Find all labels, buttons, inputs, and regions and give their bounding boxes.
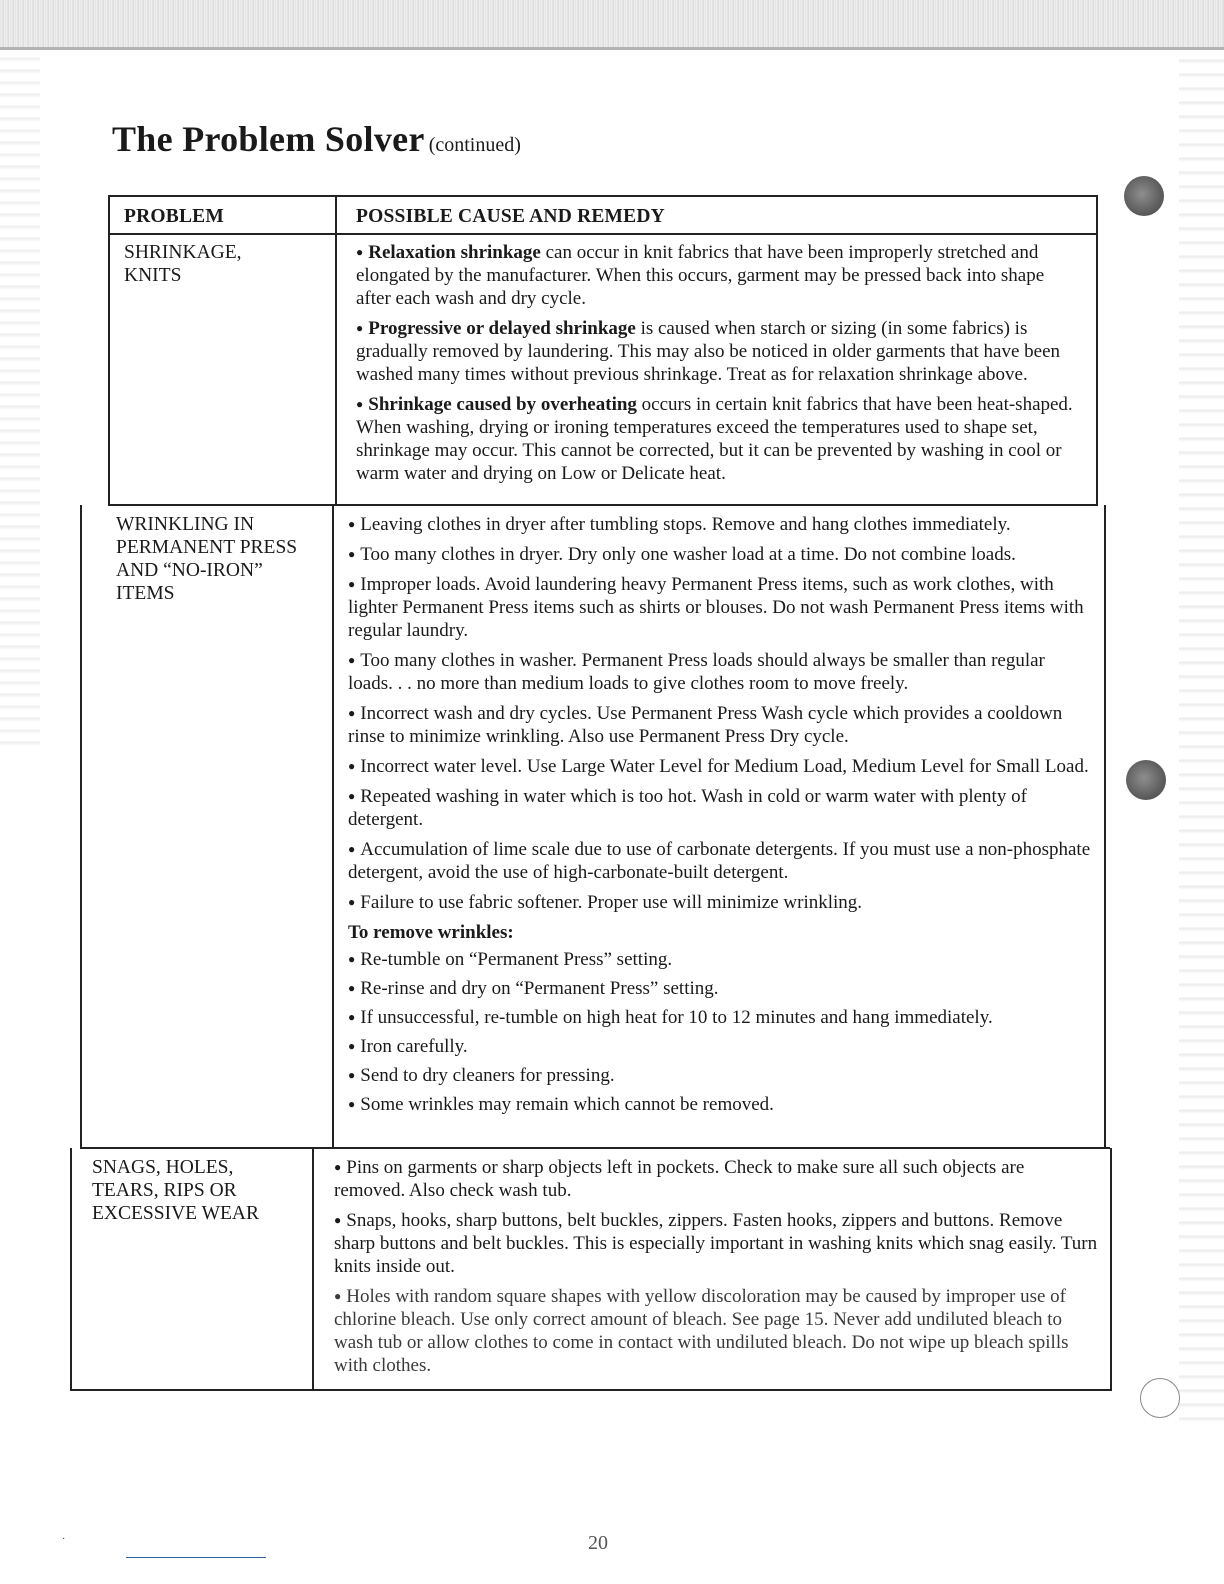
remedy-text: Leaving clothes in dryer after tumbling stops. Remove and hang clothes immediately.	[360, 514, 1011, 535]
remove-wrinkles-item	[348, 977, 1093, 1000]
remedy-shrinkage	[356, 241, 1081, 492]
problem-solver-table	[70, 195, 1112, 1390]
problem-shrinkage-knits: SHRINKAGE, KNITS	[124, 242, 242, 286]
remedy-text: Holes with random square shapes with yellow discoloration may be caused by improper use of chlorine bleach. Use only correct amount of bleach. See page 15. Never add undiluted bleach to wash tub or allow clothes to come in contact with undiluted bleach. Do not wipe up bleach spills with clothes.	[334, 1286, 1069, 1376]
bullet-icon: ●	[348, 706, 356, 720]
remedy-lead: Progressive or delayed shrinkage	[368, 318, 636, 339]
remedy-paragraph	[334, 1285, 1098, 1377]
remedy-text: Re-tumble on “Permanent Press” setting.	[360, 949, 673, 970]
bullet-icon: ●	[348, 517, 356, 531]
footer-rule	[126, 1557, 266, 1558]
remedy-paragraph	[356, 393, 1081, 485]
page-title-sub: (continued)	[428, 134, 521, 156]
remedy-text: is caused when starch or sizing (in some fabrics) is gradually removed by laundering. This may also be noticed in older garments that have been washed many times without previous shrinkage. Treat as for relaxation shrinkage above.	[356, 318, 1061, 385]
bullet-icon: ●	[356, 245, 364, 259]
remedy-paragraph	[356, 317, 1081, 386]
remedy-paragraph	[348, 702, 1093, 748]
remedy-text: Too many clothes in washer. Permanent Press loads should always be smaller than regular loads. . . no more than medium loads to give clothes room to move freely.	[348, 650, 1045, 694]
remedy-text: Re-rinse and dry on “Permanent Press” setting.	[360, 978, 719, 999]
remedy-text: Failure to use fabric softener. Proper use will minimize wrinkling.	[360, 892, 863, 913]
binder-hole-bottom	[1140, 1378, 1180, 1418]
remedy-lead: Shrinkage caused by overheating	[368, 394, 637, 415]
remedy-paragraph	[334, 1156, 1098, 1202]
remedy-text: occurs in certain knit fabrics that have been heat-shaped. When washing, drying or ironing temperatures exceed the temperatures used to shape set, shrinkage may occur. This cannot be corrected, but it can be prevented by washing in cool or warm water and drying on Low or Delicate heat.	[356, 394, 1073, 484]
bullet-icon: ●	[334, 1213, 342, 1227]
remedy-paragraph	[348, 649, 1093, 695]
bullet-icon: ●	[348, 842, 356, 856]
bullet-icon: ●	[348, 981, 356, 995]
remedy-paragraph	[334, 1209, 1098, 1278]
remedy-lead: Relaxation shrinkage	[368, 242, 541, 263]
remedy-text: Send to dry cleaners for pressing.	[360, 1065, 615, 1086]
header-remedy: POSSIBLE CAUSE AND REMEDY	[356, 206, 665, 227]
binder-hole-top	[1124, 176, 1164, 216]
problem-wrinkling: WRINKLING IN PERMANENT PRESS AND “NO-IRON” ITEMS	[116, 514, 298, 604]
remove-wrinkles-item	[348, 1064, 1093, 1087]
remove-wrinkles-item	[348, 1035, 1093, 1058]
bullet-icon: ●	[334, 1160, 342, 1174]
scan-artifact-right	[1179, 50, 1224, 1430]
remedy-paragraph	[348, 838, 1093, 884]
header-problem: PROBLEM	[124, 206, 224, 227]
remedy-text: Pins on garments or sharp objects left in pockets. Check to make sure all such objects are removed. Also check wash tub.	[334, 1157, 1025, 1201]
bullet-icon: ●	[334, 1289, 342, 1303]
remedy-text: Accumulation of lime scale due to use of carbonate detergents. If you must use a non-phosphate detergent, avoid the use of high-carbonate-built detergent.	[348, 839, 1091, 883]
remove-wrinkles-item	[348, 948, 1093, 971]
remedy-paragraph	[348, 513, 1093, 536]
remedy-paragraph	[348, 755, 1093, 778]
remedy-text: If unsuccessful, re-tumble on high heat for 10 to 12 minutes and hang immediately.	[360, 1007, 993, 1028]
bullet-icon: ●	[348, 759, 356, 773]
remedy-paragraph	[348, 891, 1093, 914]
bullet-icon: ●	[348, 895, 356, 909]
remedy-text: Iron carefully.	[360, 1036, 468, 1057]
remedy-paragraph	[348, 543, 1093, 566]
bullet-icon: ●	[348, 1068, 356, 1082]
bullet-icon: ●	[348, 547, 356, 561]
remedy-paragraph	[356, 241, 1081, 310]
bullet-icon: ●	[348, 653, 356, 667]
bullet-icon: ●	[348, 1097, 356, 1111]
remedy-text: Too many clothes in dryer. Dry only one washer load at a time. Do not combine loads.	[360, 544, 1016, 565]
remove-wrinkles-item	[348, 1093, 1093, 1116]
remedy-text: Repeated washing in water which is too hot. Wash in cold or warm water with plenty of detergent.	[348, 786, 1027, 830]
remedy-text: Some wrinkles may remain which cannot be removed.	[360, 1094, 774, 1115]
bullet-icon: ●	[348, 789, 356, 803]
bullet-icon: ●	[348, 577, 356, 591]
bullet-icon: ●	[356, 397, 364, 411]
remedy-paragraph	[348, 573, 1093, 642]
problem-snags: SNAGS, HOLES, TEARS, RIPS OR EXCESSIVE WEAR	[92, 1157, 260, 1224]
bullet-icon: ●	[348, 1010, 356, 1024]
remedy-text: can occur in knit fabrics that have been improperly stretched and elongated by the manufacturer. When this occurs, garment may be pressed back into shape after each wash and dry cycle.	[356, 242, 1045, 309]
page-title: The Problem Solver (continued)	[112, 119, 521, 159]
remedy-snags	[334, 1156, 1098, 1384]
remove-wrinkles-heading: To remove wrinkles:	[348, 922, 514, 943]
remedy-text: Improper loads. Avoid laundering heavy Permanent Press items, such as work clothes, with lighter Permanent Press items such as shirts or blouses. Do not wash Permanent Press items with regular laundry.	[348, 574, 1084, 641]
remedy-text: Snaps, hooks, sharp buttons, belt buckles, zippers. Fasten hooks, zippers and buttons. Remove sharp buttons and belt buckles. This is especially important in washing knits which snag easily. Turn knits inside out.	[334, 1210, 1098, 1277]
remedy-paragraph	[348, 785, 1093, 831]
scan-artifact-top	[0, 0, 1224, 50]
remove-wrinkles-item	[348, 1006, 1093, 1029]
bullet-icon: ●	[348, 952, 356, 966]
scan-artifact-left	[0, 50, 40, 750]
bullet-icon: ●	[356, 321, 364, 335]
remedy-text: Incorrect wash and dry cycles. Use Permanent Press Wash cycle which provides a cooldown rinse to minimize wrinkling. Also use Permanent Press Dry cycle.	[348, 703, 1063, 747]
scan-speck: ·	[62, 1534, 66, 1545]
binder-hole-middle	[1126, 760, 1166, 800]
page-number: 20	[588, 1532, 608, 1554]
remedy-wrinkling	[348, 513, 1093, 1122]
bullet-icon: ●	[348, 1039, 356, 1053]
remedy-text: Incorrect water level. Use Large Water Level for Medium Load, Medium Level for Small Load.	[360, 756, 1089, 777]
